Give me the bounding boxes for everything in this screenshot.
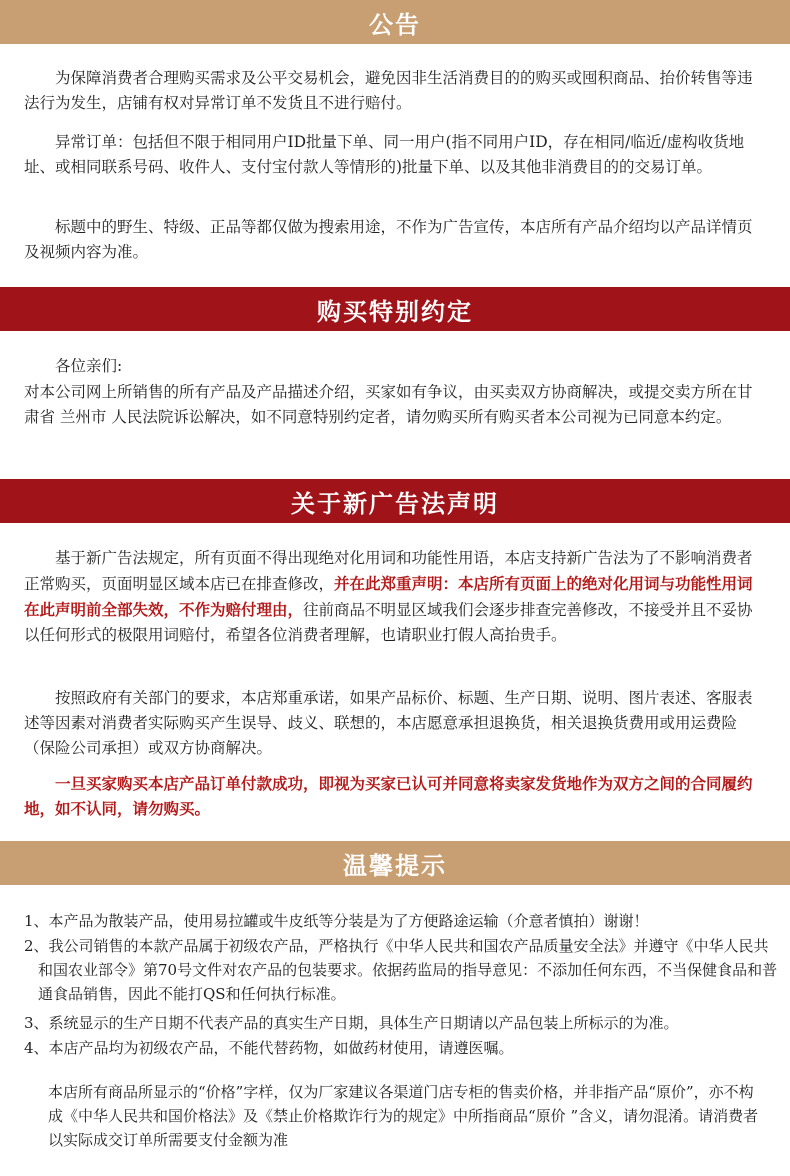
ad-law-title: 关于新广告法声明 xyxy=(291,488,499,518)
tips-title: 温馨提示 xyxy=(343,850,447,880)
tips-item-3: 3、系统显示的生产日期不代表产品的真实生产日期，具体生产日期请以产品包装上所标示的为准。 xyxy=(24,1014,679,1032)
ad-law-paragraph-2: 按照政府有关部门的要求，本店郑重承诺，如果产品标价、标题、生产日期、说明、图片表述、客服表述等因素对消费者实际购买产生误导、歧义、联想的，本店愿意承担退换货，相关退换货费用或用运费险（保险公司承担）或双方协商解决。 xyxy=(24,689,753,757)
special-agreement-banner xyxy=(0,287,790,331)
ad-law-paragraph-1 xyxy=(24,546,766,648)
ad-law-paragraph-1-start: 基于新广告法规定，所有页面不得出现绝对化用词和功能性用语，本店支持新广告法为了不影响消费者正常购买，页面明显区域本店已在排查修改， xyxy=(24,549,753,593)
ad-law-paragraph-3: 一旦买家购买本店产品订单付款成功，即视为买家已认可并同意将卖家发货地作为双方之间的合同履约地，如不认同，请勿购买。 xyxy=(24,774,753,818)
tips-item-4: 4、本店产品均为初级农产品，不能代替药物，如做药材使用，请遵医嘱。 xyxy=(24,1039,514,1057)
special-agreement-title: 购买特别约定 xyxy=(317,296,473,326)
notice-banner xyxy=(0,0,790,44)
price-note: 本店所有商品所显示的“价格”字样，仅为厂家建议各渠道门店专柜的售卖价格，并非指产品“原价”，亦不构成《中华人民共和国价格法》及《禁止价格欺诈行为的规定》中所指商品“原价 ”含义，请勿混淆。请消费者以实际成交订单所需要支付金额为准 xyxy=(48,1083,759,1149)
special-agreement-body: 对本公司网上所销售的所有产品及产品描述介绍，买家如有争议，由买卖双方协商解决，或提交卖方所在甘肃省 兰州市 人民法院诉讼解决，如不同意特别约定者，请勿购买所有购买者本公司视为已同意本约定。 xyxy=(24,383,753,426)
special-agreement-greeting: 各位亲们: xyxy=(55,357,123,375)
tips-item-1: 1、本产品为散装产品，使用易拉罐或牛皮纸等分装是为了方便路途运输（介意者慎拍）谢谢！ xyxy=(24,912,649,930)
ad-law-banner xyxy=(0,479,790,523)
tips-banner xyxy=(0,841,790,885)
tips-item-2: 2、我公司销售的本款产品属于初级农产品，严格执行《中华人民共和国农产品质量安全法》并遵守《中华人民共和国农业部令》第70号文件对农产品的包装要求。依据药监局的指导意见：不添加任何东西，不当保健食品和普通食品销售，因此不能打QS和任何执行标准。 xyxy=(24,937,778,1003)
notice-paragraph-3: 标题中的野生、特级、正品等都仅做为搜索用途，不作为广告宣传，本店所有产品介绍均以产品详情页及视频内容为准。 xyxy=(24,218,753,261)
ad-law-paragraph-1-end: 往前商品不明显区域我们会逐步排查完善修改，不接受并且不妥协以任何形式的极限用词赔付，希望各位消费者理解，也请职业打假人高抬贵手。 xyxy=(24,601,753,644)
notice-paragraph-1: 为保障消费者合理购买需求及公平交易机会，避免因非生活消费目的的购买或囤积商品、抬价转售等违法行为发生，店铺有权对异常订单不发货且不进行赔付。 xyxy=(24,69,753,112)
notice-title: 公告 xyxy=(369,9,421,39)
notice-paragraph-2: 异常订单：包括但不限于相同用户ID批量下单、同一用户(指不同用户ID，存在相同/临近/虚构收货地址、或相同联系号码、收件人、支付宝付款人等情形的)批量下单、以及其他非消费目的的交易订单。 xyxy=(24,133,745,176)
ad-law-emphasis: 并在此郑重声明：本店所有页面上的绝对化用词与功能性用词在此声明前全部失效，不作为赔付理由， xyxy=(24,574,753,619)
